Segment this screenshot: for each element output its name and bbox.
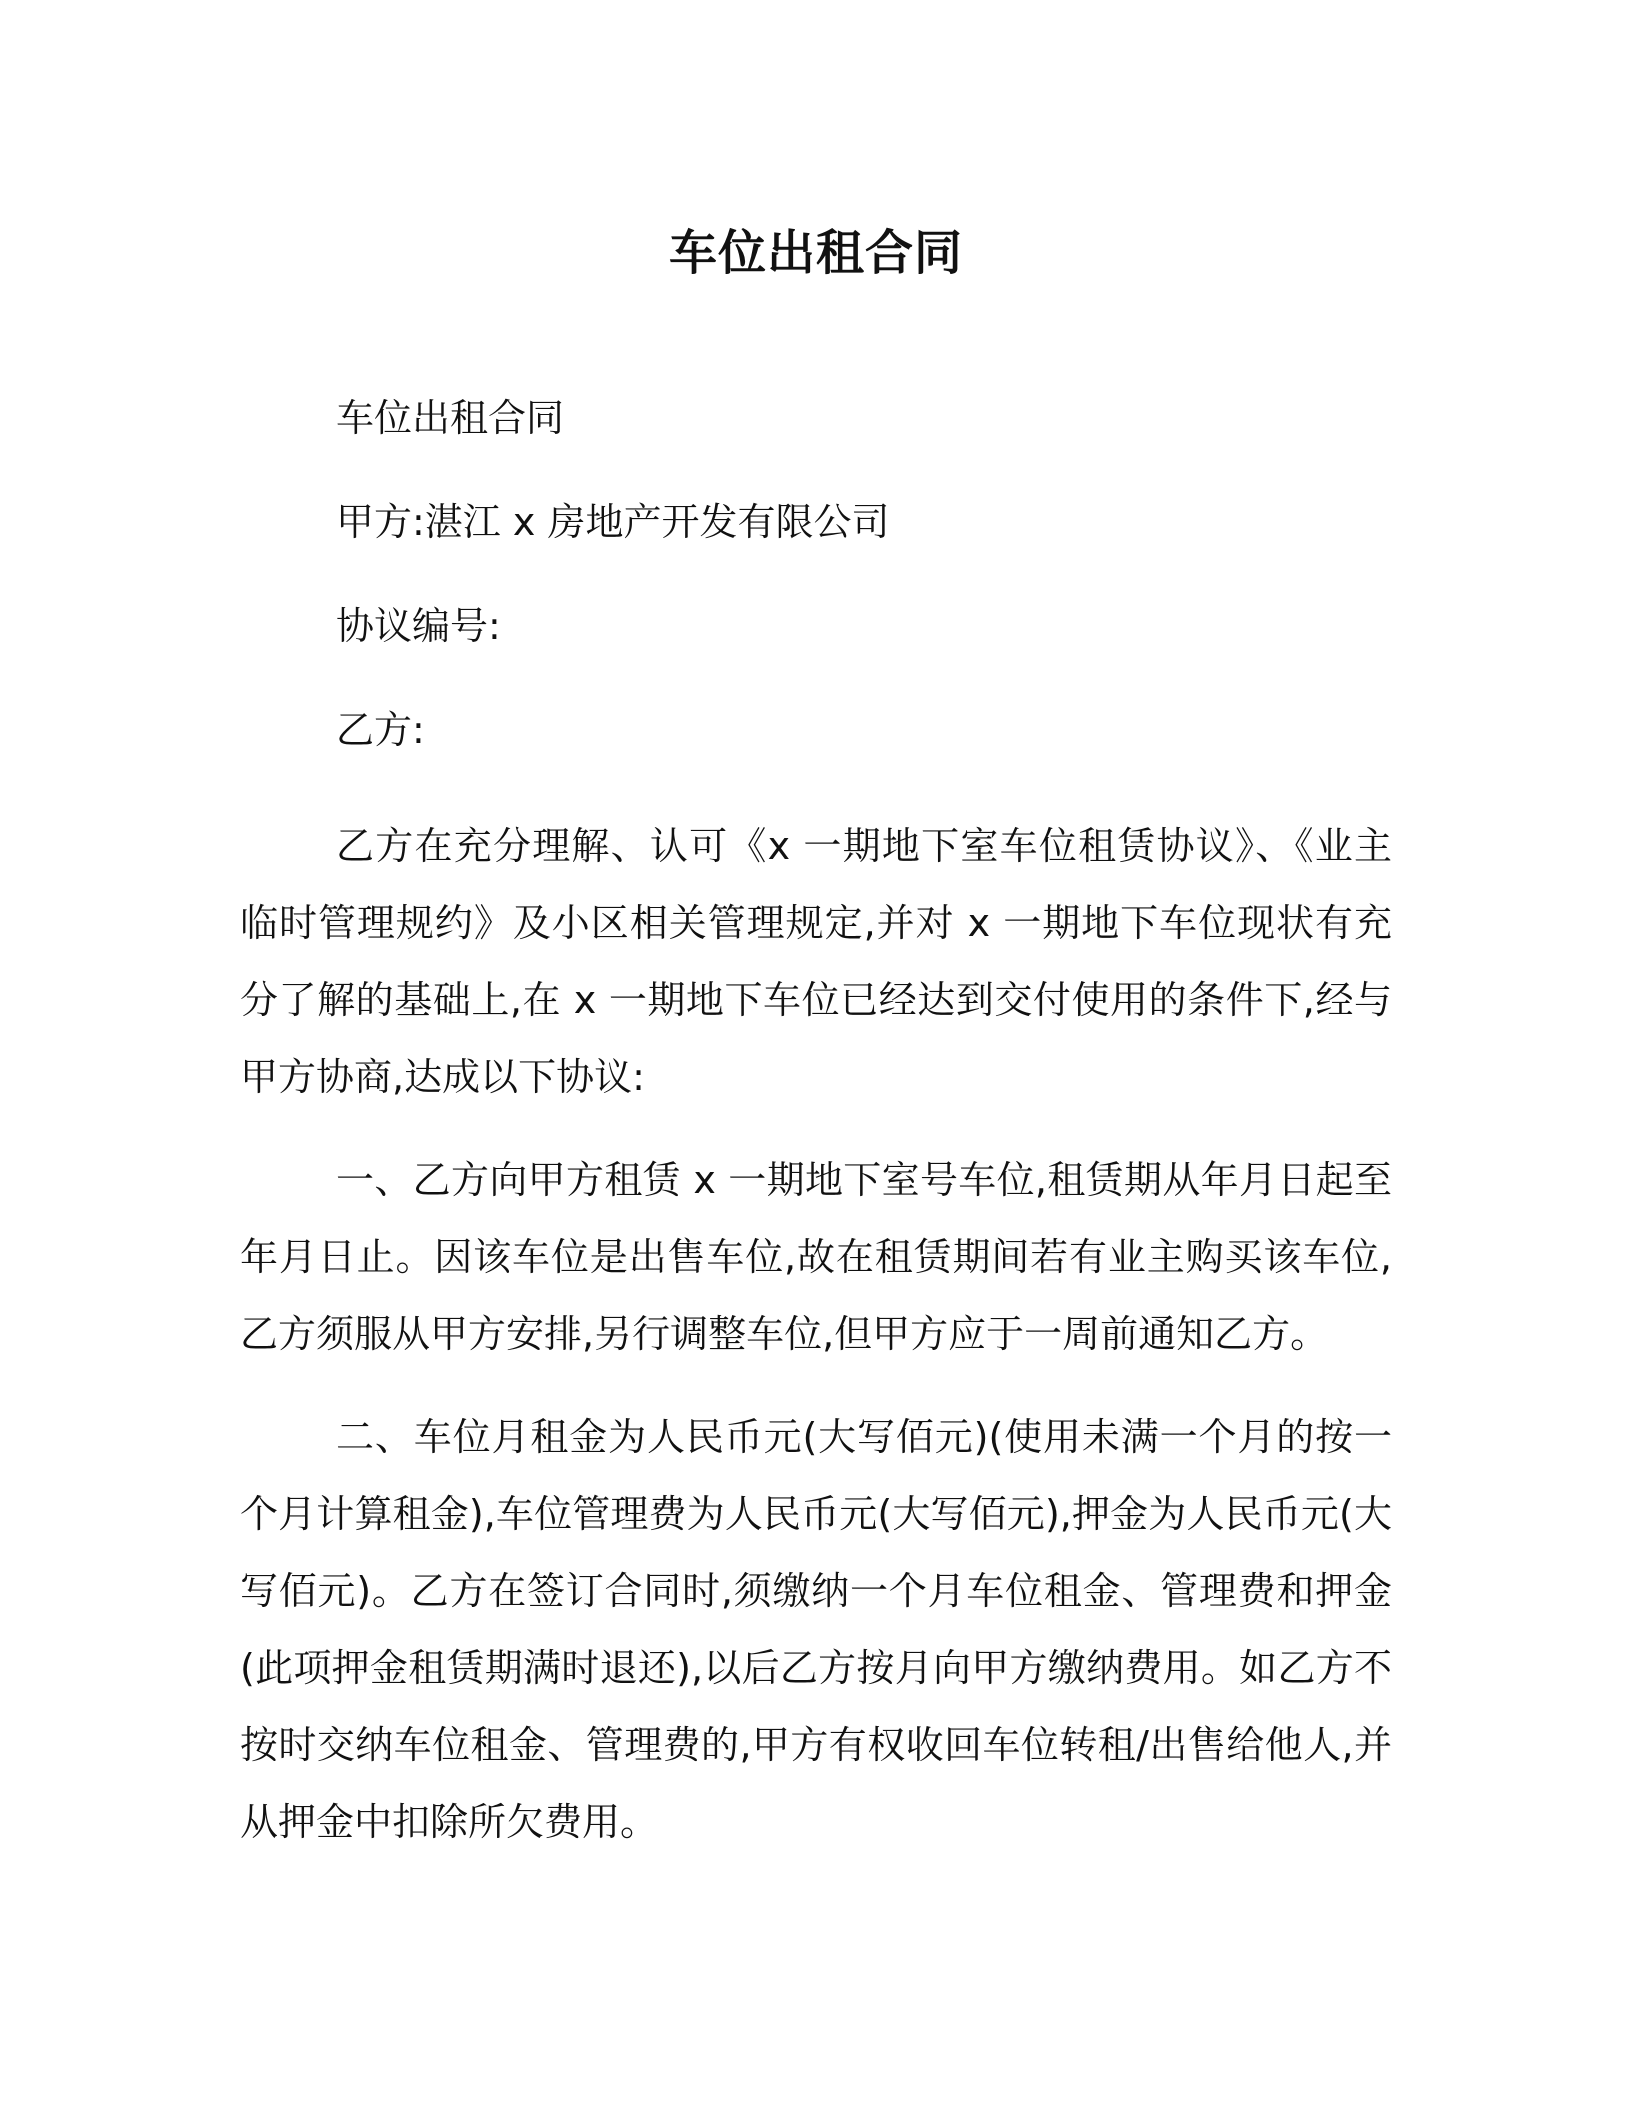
party-a-line: 甲方:湛江 x 房地产开发有限公司 [336, 500, 890, 544]
paragraph-clause-2: 二、车位月租金为人民币元(大写佰元)(使用未满一个月的按一个月计算租金),车位管理费为人民币元(大写佰元),押金为人民币元(大写佰元)。乙方在签订合同时,须缴纳一个月车位租金、管理费和押金(此项押金租赁期满时退还),以后乙方按月向甲方缴纳费用。如乙方不按时交纳车位租金、管理费的,甲方有权收回车位转租/出售给他人,并从押金中扣除所欠费用。 [240, 1415, 1392, 1844]
heading-line: 车位出租合同 [336, 396, 565, 440]
agreement-number-line: 协议编号: [336, 604, 501, 648]
paragraph-intro: 乙方在充分理解、认可《x 一期地下室车位租赁协议》、《业主临时管理规约》及小区相关管理规定,并对 x 一期地下车位现状有充分了解的基础上,在 x 一期地下车位已经达到交付使用的条件下,经与甲方协商,达成以下协议: [240, 824, 1392, 1099]
document-body [240, 392, 1392, 1861]
paragraph-clause-1: 一、乙方向甲方租赁 x 一期地下室号车位,租赁期从年月日起至年月日止。因该车位是出售车位,故在租赁期间若有业主购买该车位,乙方须服从甲方安排,另行调整车位,但甲方应于一周前通知乙方。 [240, 1158, 1392, 1356]
document-title: 车位出租合同 [668, 225, 963, 281]
party-b-line: 乙方: [336, 708, 425, 752]
